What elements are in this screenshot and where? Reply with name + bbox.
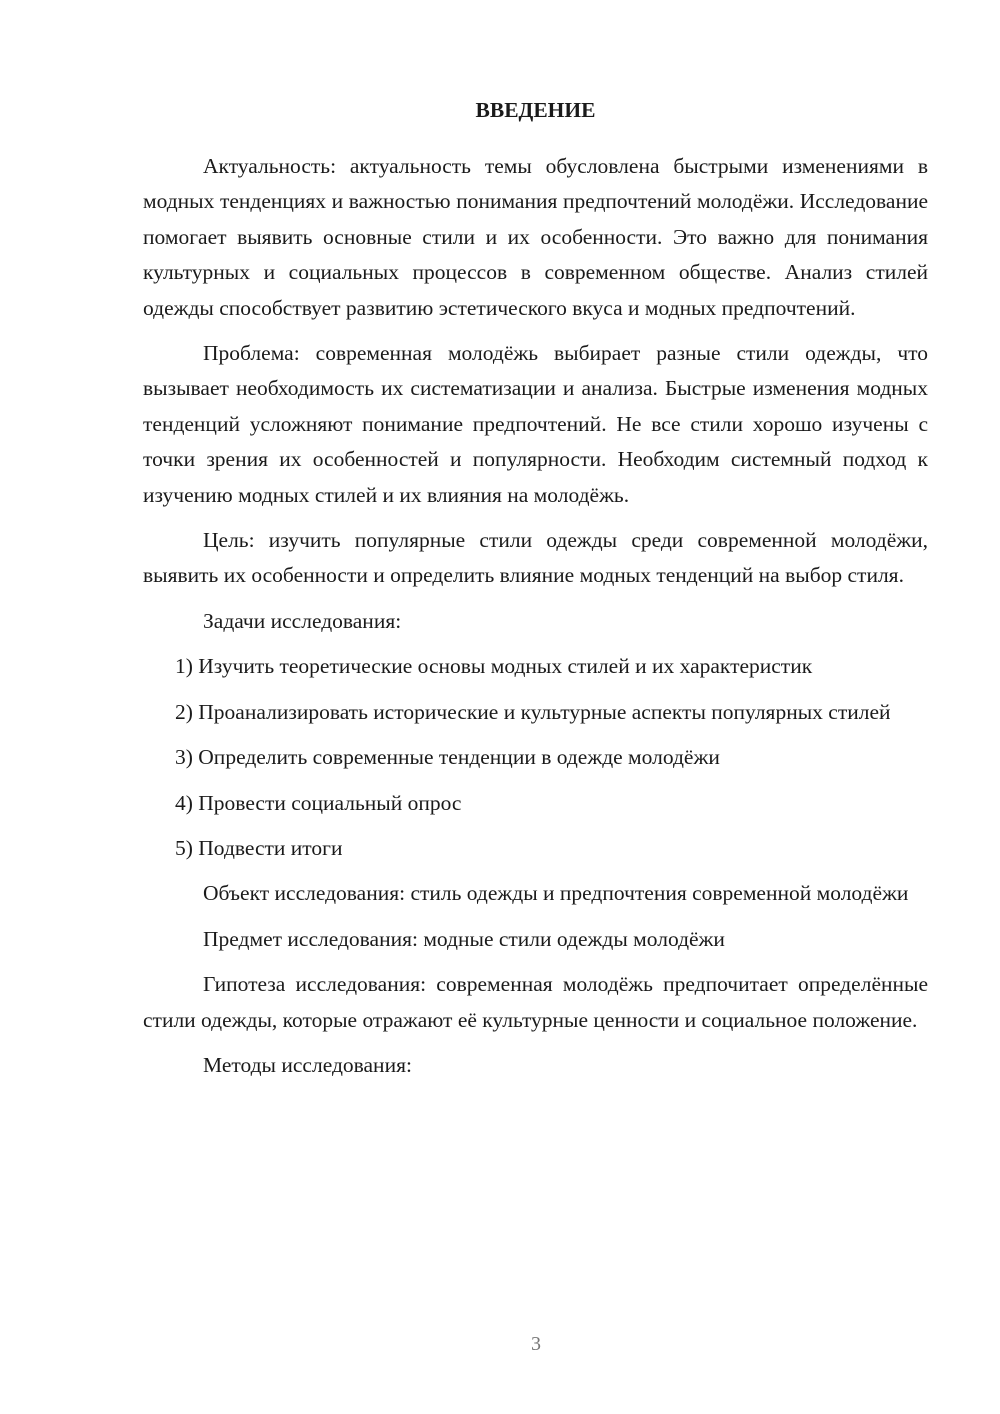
section-title: ВВЕДЕНИЕ bbox=[475, 98, 596, 122]
task-item-5: 5) Подвести итоги bbox=[175, 835, 343, 860]
goal-paragraph: Цель: изучить популярные стили одежды среди современной молодёжи, выявить их особенности и определить влияние модных тенденций на выбор стиля. bbox=[143, 528, 928, 588]
methods-heading: Методы исследования: bbox=[203, 1052, 412, 1077]
relevance-paragraph: Актуальность: актуальность темы обусловлена быстрыми изменениями в модных тенденциях и важностью понимания предпочтений молодёжи. Исследование помогает выявить основные стили и их особенности. Это важно для понимания культурных и социальных процессов в современном обществе. Анализ стилей одежды способствует развитию эстетического вкуса и модных предпочтений. bbox=[143, 154, 928, 320]
task-item-1: 1) Изучить теоретические основы модных стилей и их характеристик bbox=[175, 654, 813, 679]
subject-paragraph: Предмет исследования: модные стили одежды молодёжи bbox=[203, 926, 725, 951]
task-item-4: 4) Провести социальный опрос bbox=[175, 790, 462, 815]
object-paragraph: Объект исследования: стиль одежды и предпочтения современной молодёжи bbox=[203, 881, 909, 906]
hypothesis-paragraph: Гипотеза исследования: современная молодёжь предпочитает определённые стили одежды, которые отражают её культурные ценности и социальное положение. bbox=[143, 972, 928, 1032]
document-page bbox=[143, 92, 928, 1093]
page-number: 3 bbox=[531, 1333, 541, 1355]
task-item-3: 3) Определить современные тенденции в одежде молодёжи bbox=[175, 745, 720, 770]
task-item-2: 2) Проанализировать исторические и культурные аспекты популярных стилей bbox=[175, 699, 891, 724]
tasks-heading: Задачи исследования: bbox=[203, 608, 402, 633]
problem-paragraph: Проблема: современная молодёжь выбирает разные стили одежды, что вызывает необходимость их систематизации и анализа. Быстрые изменения модных тенденций усложняют понимание предпочтений. Не все стили хорошо изучены с точки зрения их особенностей и популярности. Необходим системный подход к изучению модных стилей и их влияния на молодёжь. bbox=[143, 341, 928, 507]
